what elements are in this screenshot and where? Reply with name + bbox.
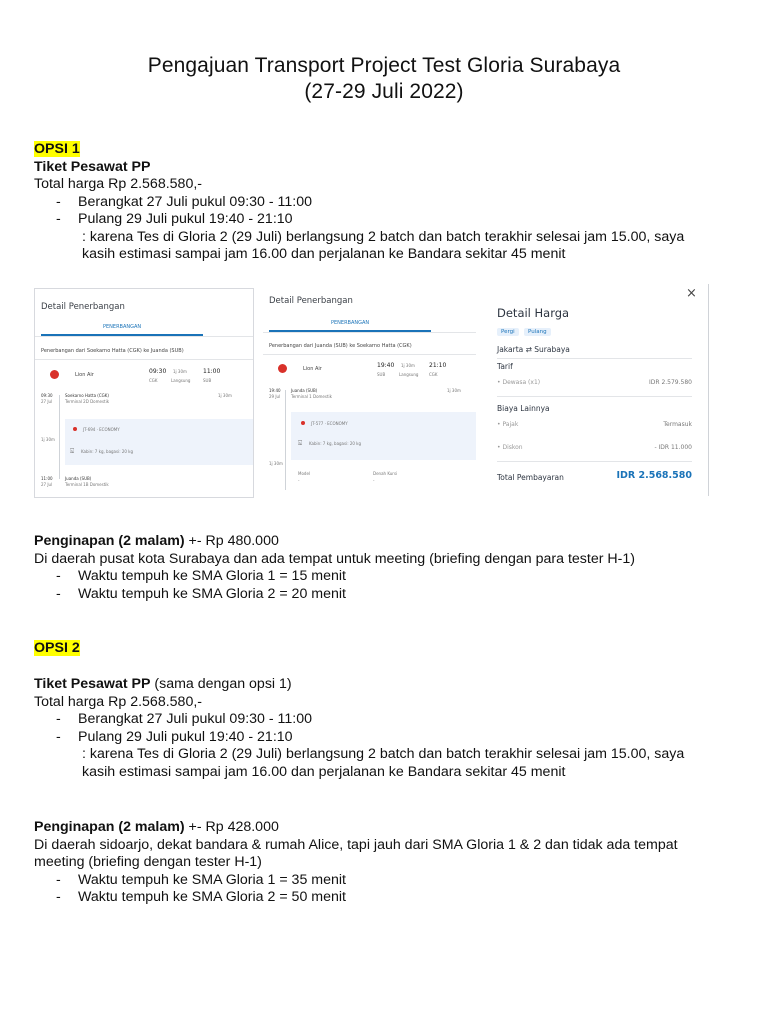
list-item: - Berangkat 27 Juli pukul 09:30 - 11:00 [56,711,312,727]
baggage-icon: ⌺ [298,439,303,447]
opsi1-ticket-heading: Tiket Pesawat PP [34,158,151,175]
panel-title: Detail Penerbangan [269,296,353,306]
opsi2-hotel-desc-cont: meeting (briefing dengan tester H-1) [34,854,262,870]
dewasa-value: IDR 2.579.580 [648,379,692,386]
flight-detail-return [263,284,476,494]
duration: 1j 30m [173,369,187,374]
list-item: - Waktu tempuh ke SMA Gloria 1 = 35 menit [56,871,346,888]
close-icon[interactable]: × [686,286,697,301]
biaya-label: Biaya Lainnya [497,404,550,413]
panel-title: Detail Harga [497,306,570,320]
route-text: Penerbangan dari Soekarno Hatta (CGK) ke Juanda (SUB) [41,348,184,354]
dep-duration: 1j 30m [447,388,461,393]
tarif-label: Tarif [497,362,513,371]
route-label: Jakarta ⇄ Surabaya [497,345,570,354]
opsi1-note-cont: kasih estimasi sampai jam 16.00 dan perjalanan ke Bandara sekitar 45 menit [82,246,566,262]
opsi1-section [34,141,684,264]
divider [497,461,692,462]
flight-type: Langsung [399,372,419,377]
opsi2-total: Total harga Rp 2.568.580,- [34,693,202,710]
tab-pulang[interactable]: Pulang [524,328,551,336]
divider [497,358,692,359]
timeline-line [285,390,286,490]
model-label: Model [298,471,311,476]
arr-time: 21:10 [429,362,447,369]
flight-info-box [65,419,253,465]
dep-duration: 1j 30m [218,393,232,398]
opsi1-note: : karena Tes di Gloria 2 (29 Juli) berlangsung 2 batch dan batch terakhir selesai jam 15.00, saya [82,228,685,245]
dep-airport: Soekarno Hatta (CGK) [65,393,109,398]
arr-detail-time: 11:00 [41,476,53,481]
divider [263,354,476,355]
opsi2-hotel-price: +- Rp 428.000 [184,819,279,835]
flight-number: JT-577 · ECONOMY [311,421,348,426]
total-label: Total Pembayaran [497,473,564,482]
arr-detail-date: 27 Jul [41,482,53,487]
dep-code: SUB [377,372,386,377]
document-title-line1: Pengajuan Transport Project Test Gloria Surabaya [147,54,621,77]
opsi2-hotel-heading: Penginapan (2 malam) [34,819,185,835]
list-item: - Waktu tempuh ke SMA Gloria 1 = 15 menit [56,568,346,584]
list-item: - Waktu tempuh ke SMA Gloria 2 = 50 menit [56,889,346,905]
dep-detail-date: 27 Jul [41,399,53,404]
list-item: - Pulang 29 Juli pukul 19:40 - 21:10 [56,728,293,745]
diskon-value: - IDR 11.000 [654,444,692,451]
list-item: - Pulang 29 Juli pukul 19:40 - 21:10 [56,211,293,227]
dep-terminal: Terminal 1 Domestik [291,394,332,399]
dep-time: 19:40 [377,362,395,369]
arr-airport: Juanda (SUB) [65,476,92,481]
model-value: - [298,478,300,483]
arr-code: CGK [429,372,438,377]
arr-terminal: Terminal 1B Domestik [65,482,109,487]
airline-name: Lion Air [303,366,322,372]
document-title-line2: (27-29 Juli 2022) [304,80,464,103]
opsi2-note: : karena Tes di Gloria 2 (29 Juli) berlangsung 2 batch dan batch terakhir selesai jam 15.00, saya [82,746,685,762]
seat-value: - [373,478,375,483]
price-detail-panel [486,284,709,496]
route-text: Penerbangan dari Juanda (SUB) ke Soekarno Hatta (CGK) [269,343,412,349]
pajak-label: • Pajak [497,421,519,428]
opsi1-hotel-desc: Di daerah pusat kota Surabaya dan ada tempat untuk meeting (briefing dengan para tester H-1) [34,550,635,567]
dep-detail-time: 09:30 [41,393,53,398]
dep-time: 09:30 [149,368,167,375]
opsi2-label: OPSI 2 [34,640,80,656]
tab-pergi[interactable]: Pergi [497,328,519,336]
panel-title: Detail Penerbangan [41,302,125,312]
timeline-line [59,395,60,479]
side-duration: 1j 30m [269,461,283,466]
opsi1-total: Total harga Rp 2.568.580,- [34,176,202,192]
opsi2-ticket-heading: Tiket Pesawat PP [34,676,151,692]
opsi1-hotel-section [34,533,635,603]
side-duration: 1j 30m [41,437,55,442]
divider [263,332,476,333]
dewasa-label: • Dewasa (x1) [497,379,541,386]
flight-type: Langsung [171,378,191,383]
opsi1-hotel-price: +- Rp 480.000 [184,533,279,549]
baggage-info: Kabin: 7 kg, bagasi: 20 kg [309,441,362,446]
opsi2-hotel-section [34,819,678,907]
flight-info-box [291,412,476,460]
airline-mini-icon [73,427,77,431]
pajak-value: Termasuk [663,421,692,428]
tab-penerbangan[interactable]: PENERBANGAN [103,324,142,330]
diskon-label: • Diskon [497,444,523,451]
opsi1-label: OPSI 1 [34,141,80,157]
lion-air-logo-icon [278,364,287,373]
seat-label: Denah Kursi [373,471,398,476]
dep-detail-time: 19:40 [269,388,281,393]
opsi2-note-cont: kasih estimasi sampai jam 16.00 dan perjalanan ke Bandara sekitar 45 menit [82,763,566,780]
dep-detail-date: 29 Jul [269,394,281,399]
opsi1-hotel-heading: Penginapan (2 malam) [34,533,185,549]
dep-airport: Juanda (SUB) [291,388,318,393]
tab-penerbangan[interactable]: PENERBANGAN [331,320,370,326]
list-item: - Berangkat 27 Juli pukul 09:30 - 11:00 [56,193,312,210]
total-value: IDR 2.568.580 [616,470,692,481]
opsi2-hotel-desc: Di daerah sidoarjo, dekat bandara & rumah Alice, tapi jauh dari SMA Gloria 1 & 2 dan tidak ada tempat [34,836,678,853]
opsi2-ticket-note: (sama dengan opsi 1) [150,676,292,692]
baggage-info: Kabin: 7 kg, bagasi: 20 kg [81,449,134,454]
arr-time: 11:00 [203,368,221,375]
list-item: - Waktu tempuh ke SMA Gloria 2 = 20 menit [56,585,346,602]
arr-code: SUB [203,378,212,383]
flight-number: JT-694 · ECONOMY [83,427,120,432]
opsi2-section [34,640,80,658]
baggage-icon: ⌺ [70,447,75,455]
dep-code: CGK [149,378,158,383]
divider [35,359,253,360]
airline-name: Lion Air [75,372,94,378]
lion-air-logo-icon [50,370,59,379]
flight-detail-outbound [34,288,254,498]
duration: 1j 30m [401,363,415,368]
opsi2-ticket-section [34,676,684,781]
dep-terminal: Terminal 2D Domestik [65,399,110,404]
divider [35,336,253,337]
airline-mini-icon [301,421,305,425]
divider [497,396,692,397]
